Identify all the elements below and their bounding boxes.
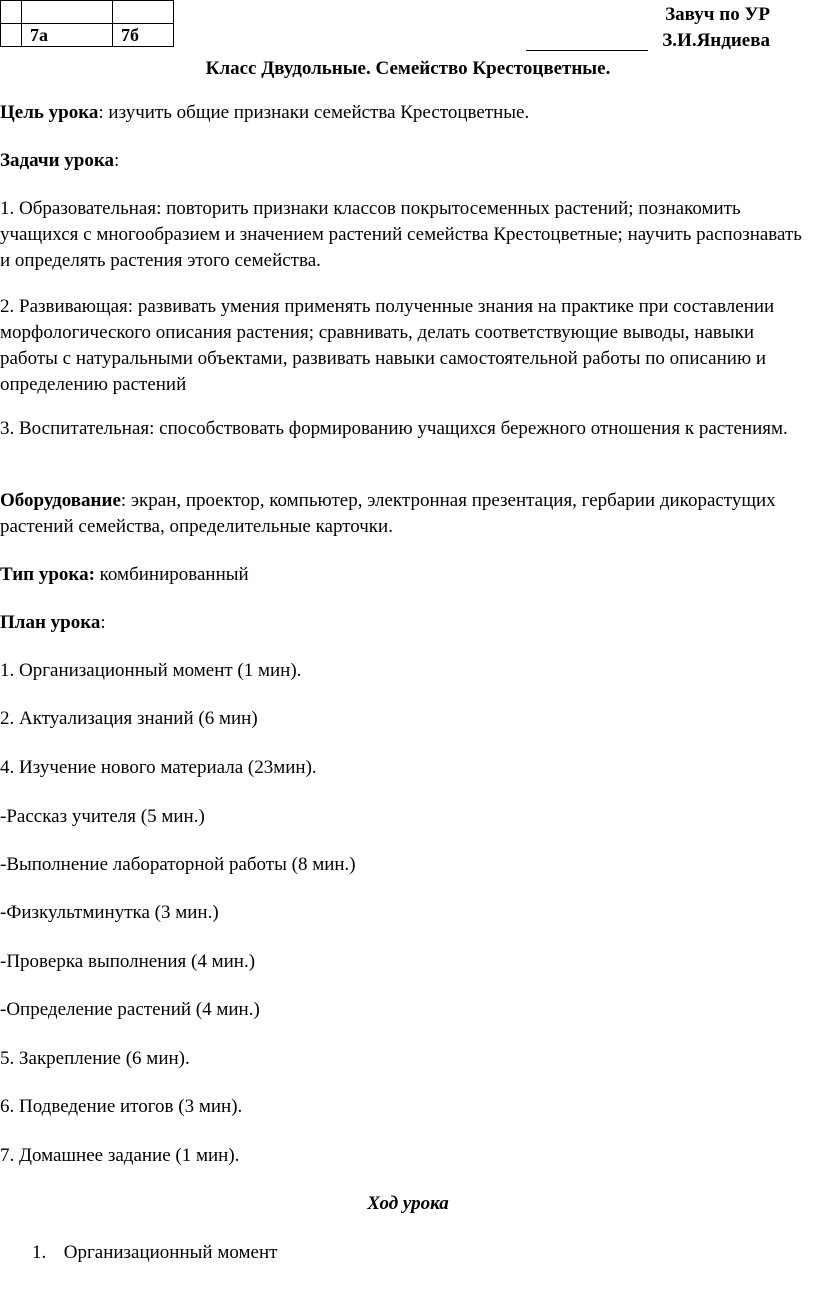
plan-colon: : — [100, 612, 106, 633]
tasks-colon: : — [114, 150, 120, 171]
plan-item: -Выполнение лабораторной работы (8 мин.) — [0, 854, 356, 875]
class-table — [0, 0, 174, 47]
plan-item: -Определение растений (4 мин.) — [0, 999, 260, 1020]
plan-item: 5. Закрепление (6 мин). — [0, 1048, 190, 1069]
plan-item: 1. Организационный момент (1 мин). — [0, 660, 302, 681]
document-title: Класс Двудольные. Семейство Крестоцветные. — [205, 58, 611, 79]
plan-item: -Проверка выполнения (4 мин.) — [0, 951, 256, 972]
table-cell — [113, 1, 174, 24]
equipment-text: : экран, проектор, компьютер, электронная презентация, гербарии дикорастущих растений семейства, определительные карточки. — [0, 490, 776, 537]
plan-item: 2. Актуализация знаний (6 мин) — [0, 708, 258, 729]
plan-item: -Физкультминутка (3 мин.) — [0, 902, 219, 923]
goal-label: Цель урока — [0, 102, 99, 123]
plan-label: План урока — [0, 612, 101, 633]
signature-line — [526, 50, 648, 51]
plan-item: -Рассказ учителя (5 мин.) — [0, 806, 205, 827]
course-item-number: 1. — [32, 1242, 47, 1263]
table-cell-class-7a: 7а — [22, 24, 113, 47]
lesson-type — [0, 562, 806, 588]
table-cell — [22, 1, 113, 24]
lesson-goal — [0, 100, 806, 126]
plan-item: 6. Подведение итогов (3 мин). — [0, 1096, 243, 1117]
course-title: Ход урока — [367, 1193, 449, 1214]
equipment-label: Оборудование — [0, 490, 121, 511]
table-cell — [1, 1, 22, 24]
equipment — [0, 488, 806, 540]
plan-heading — [0, 610, 806, 636]
table-cell-class-7b: 7б — [113, 24, 174, 47]
deputy-name: З.И.Яндиева — [662, 30, 770, 51]
task-item: 2. Развивающая: развивать умения применять полученные знания на практике при составлении морфологического описания растения; сравнивать, делать соответствующие выводы, навыки работы с натуральными объектами, развивать навыки самостоятельной работы по описанию и определению растений — [0, 296, 775, 395]
plan-item: 7. Домашнее задание (1 мин). — [0, 1145, 240, 1166]
task-item: 3. Воспитательная: способствовать формированию учащихся бережного отношения к растениям. — [0, 418, 788, 439]
course-item-text: Организационный момент — [63, 1242, 278, 1263]
course-item — [32, 1240, 732, 1266]
lesson-type-text: комбинированный — [94, 564, 249, 585]
tasks-heading — [0, 148, 806, 174]
table-cell — [1, 24, 22, 47]
tasks-label: Задачи урока — [0, 150, 115, 171]
lesson-type-label: Тип урока: — [0, 564, 95, 585]
plan-item: 4. Изучение нового материала (23мин). — [0, 757, 317, 778]
deputy-title: Завуч по УР — [665, 4, 770, 25]
task-item: 1. Образовательная: повторить признаки классов покрытосеменных растений; познакомить учащихся с многообразием и значением растений семейства Крестоцветные; научить распознавать и определять растения этого семейства. — [0, 198, 802, 271]
goal-text: : изучить общие признаки семейства Крестоцветные. — [98, 102, 530, 123]
